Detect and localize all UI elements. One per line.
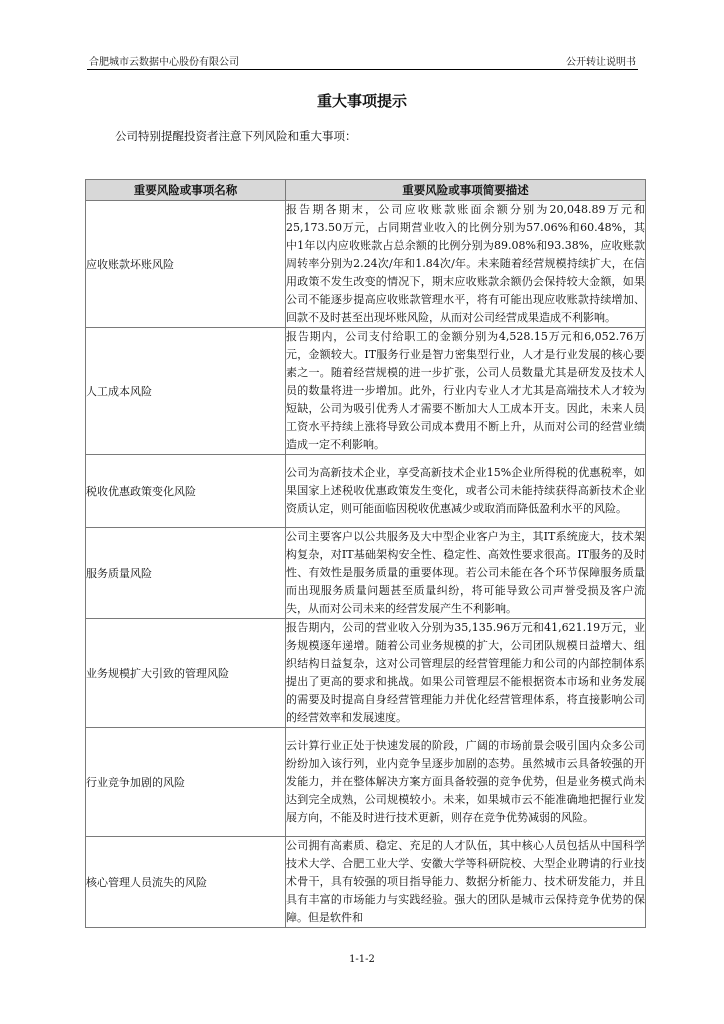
risk-name-cell: 行业竞争加剧的风险 (86, 728, 286, 837)
table-row (86, 728, 646, 837)
risk-name-cell: 核心管理人员流失的风险 (86, 837, 286, 928)
page-title: 重大事项提示 (316, 92, 407, 110)
risk-name-cell: 业务规模扩大引致的管理风险 (86, 619, 286, 728)
risk-description-cell: 公司主要客户以公共服务及大中型企业客户为主，其IT系统庞大，技术架构复杂，对IT基础架构安全性、稳定性、高效性要求很高。IT服务的及时性、有效性是服务质量的重要体现。若公司未能在各个环节保障服务质量而出现服务质量问题甚至质量纠纷，将可能导致公司声誉受损及客户流失，从而对公司未来的经营发展产生不利影响。 (286, 528, 646, 619)
table-row (86, 528, 646, 619)
page-header (87, 51, 638, 70)
risk-table (85, 179, 646, 928)
table-row (86, 455, 646, 528)
table-row (86, 837, 646, 928)
risk-name-cell: 服务质量风险 (86, 528, 286, 619)
column-header-risk-name: 重要风险或事项名称 (86, 180, 286, 201)
risk-description-cell: 公司为高新技术企业，享受高新技术企业15%企业所得税的优惠税率，如果国家上述税收优惠政策发生变化，或者公司未能持续获得高新技术企业资质认定，则可能面临因税收优惠减少或取消而降低盈利水平的风险。 (286, 455, 646, 528)
table-row (86, 328, 646, 455)
risk-table-header-row (86, 180, 646, 201)
risk-description-cell: 报告期各期末，公司应收账款账面余额分别为20,048.89万元和25,173.50万元，占同期营业收入的比例分别为57.06%和60.48%，其中1年以内应收账款占总余额的比例分别为89.08%和93.38%，应收账款周转率分别为2.24次/年和1.84次/年。未来随着经营规模持续扩大，在信用政策不发生改变的情况下，期末应收账款余额仍会保持较大金额，如果公司不能逐步提高应收账款管理水平，将有可能出现应收账款持续增加、回款不及时甚至出现坏账风险，从而对公司经营成果造成不利影响。 (286, 201, 646, 328)
risk-description-cell: 云计算行业正处于快速发展的阶段，广阔的市场前景会吸引国内众多公司纷纷加入该行列，业内竞争呈逐步加剧的态势。虽然城市云具备较强的开发能力，并在整体解决方案方面具备较强的竞争优势，但是业务模式尚未达到完全成熟，公司规模较小。未来，如果城市云不能准确地把握行业发展方向，不能及时进行技术更新，则存在竞争优势减弱的风险。 (286, 728, 646, 837)
table-row (86, 619, 646, 728)
risk-description-cell: 公司拥有高素质、稳定、充足的人才队伍，其中核心人员包括从中国科学技术大学、合肥工业大学、安徽大学等科研院校、大型企业聘请的行业技术骨干，具有较强的项目指导能力、数据分析能力、技术研发能力，并且具有丰富的市场能力与实践经验。强大的团队是城市云保持竞争优势的保障。但是软件和 (286, 837, 646, 928)
risk-name-cell: 人工成本风险 (86, 328, 286, 455)
intro-paragraph: 公司特别提醒投资者注意下列风险和重大事项： (115, 129, 357, 143)
header-company-name: 合肥城市云数据中心股份有限公司 (89, 57, 239, 68)
risk-description-cell: 报告期内，公司的营业收入分别为35,135.96万元和41,621.19万元，业务规模逐年递增。随着公司业务规模的扩大，公司团队规模日益增大、组织结构日益复杂，这对公司管理层的经营管理能力和公司的内部控制体系提出了更高的要求和挑战。如果公司管理层不能根据资本市场和业务发展的需要及时提高自身经营管理能力并优化经营管理体系，将直接影响公司的经营效率和发展速度。 (286, 619, 646, 728)
risk-name-cell: 应收账款坏账风险 (86, 201, 286, 328)
column-header-risk-description: 重要风险或事项简要描述 (286, 180, 646, 201)
header-document-type: 公开转让说明书 (566, 57, 636, 68)
table-row (86, 201, 646, 328)
risk-description-cell: 报告期内，公司支付给职工的金额分别为4,528.15万元和6,052.76万元，金额较大。IT服务行业是智力密集型行业，人才是行业发展的核心要素之一。随着经营规模的进一步扩张，公司人员数量尤其是研发及技术人员的数量将进一步增加。此外，行业内专业人才尤其是高端技术人才较为短缺，公司为吸引优秀人才需要不断加大人工成本开支。因此，未来人员工资水平持续上涨将导致公司成本费用不断上升，从而对公司的经营业绩造成一定不利影响。 (286, 328, 646, 455)
risk-name-cell: 税收优惠政策变化风险 (86, 455, 286, 528)
page-number: 1-1-2 (349, 954, 375, 965)
